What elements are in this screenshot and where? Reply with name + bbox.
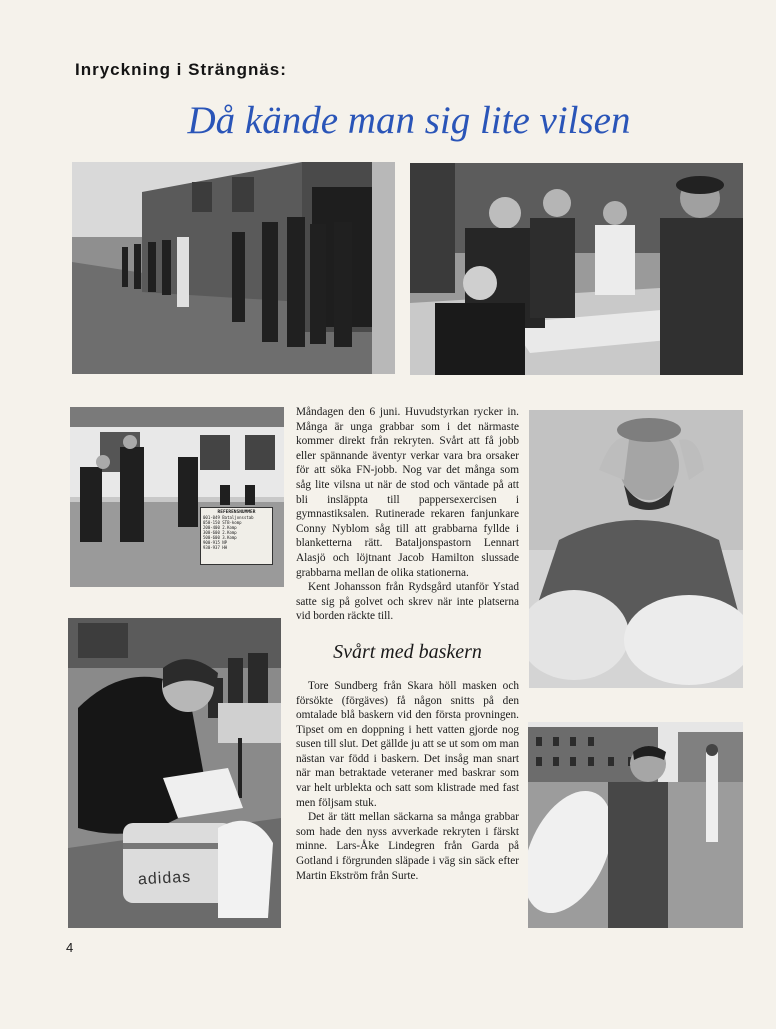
sign-row: 500-600 3.Komp xyxy=(203,535,237,540)
page-number: 4 xyxy=(66,940,74,955)
article-subheading: Svårt med baskern xyxy=(333,640,482,663)
sign-row: 200-400 2.Komp xyxy=(203,525,237,530)
article-paragraph: Tore Sundberg från Skara höll masken och försökte (förgäves) få någon snitts på den omtalade blå baskern vid den första provningen. Tipset om en doppning i hett vatten gjorde nog susen till slut. Det gällde ju att se ut som om man nästan var född i baskern. Det insåg man snart när man betraktade veteraner med baskrar som var helt urblekta och satt som klistrade med fast men följsam stuk. xyxy=(296,679,519,809)
section-kicker: Inryckning i Strängnäs: xyxy=(75,60,287,79)
article-paragraph: Måndagen den 6 juni. Huvudstyrkan rycker in. Många är unga grabbar som i det närmaste kommer direkt från rekryten. Svårt att få jobb eller spännande äventyr verkar vara bra orsaker för att söka FN-jobb. Nog var det många som såg lite vilsna ut när de stod och väntade på att bli insläppta till pappersexercisen i gymnastiksalen. Rutinerade rekaren fanjunkare Conny Nyblom såg till att grabbarna fyllde i blanketterna rätt. Bataljonspastorn Lennart Alasjö och löjtnant Jacob Hamilton slussade grabbarna mellan de olika stationerna. xyxy=(296,406,519,579)
article-paragraph: Det är tätt mellan säckarna sa många grabbar som hade den nyss avverkade rekryten i färskt minne. Lars-Åke Lindegren från Garda på Gotland i förgrunden släpade i väg sin säck efter Martin Ekström från Surte. xyxy=(296,811,519,882)
page-title: Då kände man sig lite vilsen xyxy=(187,99,631,142)
sign-row: 900-915 NP xyxy=(203,540,228,545)
photo-registration-desk xyxy=(410,163,743,375)
sign-row: 050-150 STB-komp xyxy=(203,520,242,525)
article-body xyxy=(296,405,519,883)
sign-row: 001-049 Bataljonsstab xyxy=(203,515,254,520)
photo-carrying-sack xyxy=(528,722,743,928)
sign-row: 300-600 2.Komp xyxy=(203,530,237,535)
article-paragraph: Kent Johansson från Rydsgård utanför Ystad satte sig på golvet och skrev när inte platserna vid borden räckte till. xyxy=(296,581,519,623)
sign-row: 930-937 HH xyxy=(203,545,228,550)
sign-title: REFERENSNUMMER xyxy=(217,510,256,515)
bag-brand-label: adidas xyxy=(137,868,192,889)
photo-queue-outside xyxy=(72,162,395,374)
reference-number-sign xyxy=(200,507,273,565)
photo-beret-fitting xyxy=(529,410,743,688)
